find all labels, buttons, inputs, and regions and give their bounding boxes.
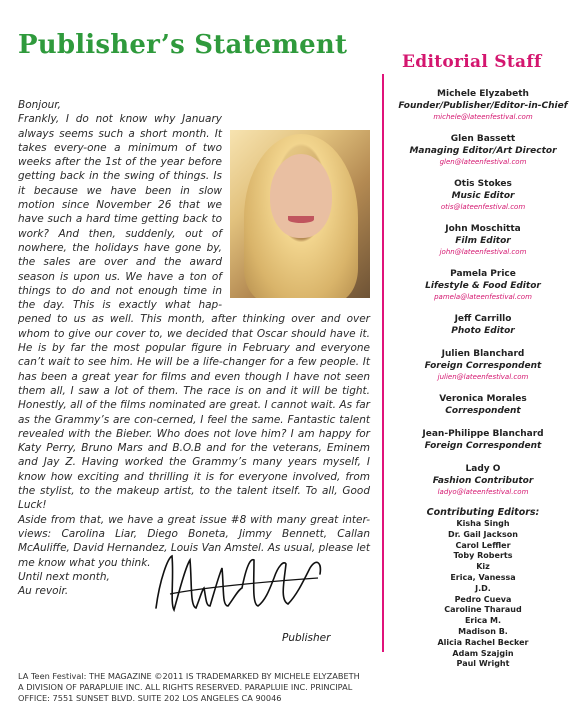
staff-name: Glen Bassett xyxy=(450,134,516,144)
contributor-name: Alicia Rachel Becker xyxy=(437,637,529,647)
staff-role: Managing Editor/Art Director xyxy=(409,146,557,156)
staff-role: Film Editor xyxy=(455,236,511,246)
page-title: Publisher’s Statement xyxy=(18,30,348,60)
staff-name: Pamela Price xyxy=(450,269,516,279)
letter-closing: Until next month, xyxy=(18,570,110,583)
staff-name: Veronica Morales xyxy=(439,394,527,404)
staff-role: Foreign Correspondent xyxy=(424,361,542,371)
staff-member xyxy=(392,88,574,122)
contributor-name: Erica, Vanessa xyxy=(450,572,516,582)
contributor-name: Toby Roberts xyxy=(453,551,513,561)
letter-body-2: Aside from that, we have a great issue #8 with many great inter-views: Carolina Liar, Diego Boneta, Jimmy Bennett, Callan McAuliffe, David Hernandez, Louis Van Amstel. As usual, please let me know what you think. xyxy=(18,513,370,569)
staff-name: Michele Elyzabeth xyxy=(437,89,529,99)
staff-email[interactable]: pamela@lateenfestival.com xyxy=(434,293,532,301)
staff-name: Jeff Carrillo xyxy=(454,314,512,324)
contributor-name: Adam Szajgin xyxy=(452,648,514,658)
staff-member xyxy=(392,428,574,452)
staff-member xyxy=(392,133,574,167)
contributor-name: Erica M. xyxy=(464,616,502,626)
staff-role: Photo Editor xyxy=(451,326,515,336)
staff-member xyxy=(392,348,574,382)
letter-greeting: Bonjour, xyxy=(18,99,61,111)
staff-member xyxy=(392,268,574,302)
contributor-name: J.D. xyxy=(475,583,491,593)
staff-role: Lifestyle & Food Editor xyxy=(425,281,541,291)
staff-member xyxy=(392,393,574,417)
staff-name: Lady O xyxy=(465,464,501,474)
contributor-name: Pedro Cueva xyxy=(454,594,512,604)
signature-label: Publisher xyxy=(282,632,331,644)
letter-signoff: Au revoir. xyxy=(18,585,69,598)
contributor-name: Madison B. xyxy=(458,626,508,636)
publisher-signature xyxy=(150,548,330,628)
footer-line: A DIVISION OF PARAPLUIE INC. ALL RIGHTS RESERVED. PARAPLUIE INC. PRINCIPAL xyxy=(18,682,353,692)
contributor-name: Paul Wright xyxy=(456,659,510,669)
staff-name: Jean-Philippe Blanchard xyxy=(422,429,544,439)
staff-email[interactable]: john@lateenfestival.com xyxy=(439,248,527,256)
staff-name: Otis Stokes xyxy=(454,179,512,189)
staff-member xyxy=(392,178,574,212)
staff-role: Fashion Contributor xyxy=(432,476,534,486)
staff-email[interactable]: ladyo@lateenfestival.com xyxy=(437,488,529,496)
staff-email[interactable]: michele@lateenfestival.com xyxy=(433,113,533,121)
contributor-name: Kiz xyxy=(476,562,490,572)
staff-role: Music Editor xyxy=(451,191,515,201)
staff-name: Julien Blanchard xyxy=(441,349,525,359)
editorial-staff-list xyxy=(392,88,574,670)
footer-line: OFFICE: 7551 SUNSET BLVD. SUITE 202 LOS ANGELES CA 90046 xyxy=(18,693,282,703)
publisher-photo xyxy=(230,130,370,298)
letter-body: Frankly, I do not know why January always seems such a short month. It takes every-one a minimum of two weeks after the 1st of the year before getting back in the swing of things. Is it because we have been in slow motion since November 26 that we have such a hard time getting back to work? And then, suddenly, out of nowhere, the holidays have gone by, the sales are over and the award season is upon us. We have a ton of things to do and not enough time in the day. This is exactly what hap-pened to us as well. This month, after thinking over and over whom to give our cover to, we decided that Oscar should have it. He is by far the most popular figure in February and everyone can’t wait to see him. He will be a life-changer for a few people. It has been a great year for films and even though I have not seen them all, I saw a lot of them. The race is on and it will be tight. Honestly, all of the films nominated are great. I cannot wait. As far as the Grammy’s are con-cerned, I feel the same. Fantastic talent revealed with the Bieber. Who does not love him? I am happy for Katy Perry, Bruno Mars and B.O.B and for the veterans, Eminem and Jay Z. Having worked the Grammy’s many years myself, I know how exciting and thrilling it is for everyone involved, from the stylist, to the makeup artist, to the talent itself. To all, Good Luck! xyxy=(18,113,370,512)
staff-member xyxy=(392,223,574,257)
contributor-name: Caroline Tharaud xyxy=(444,605,522,615)
staff-email[interactable]: glen@lateenfestival.com xyxy=(439,158,527,166)
staff-email[interactable]: julien@lateenfestival.com xyxy=(437,373,529,381)
staff-member xyxy=(392,313,574,337)
contributor-name: Dr. Gail Jackson xyxy=(448,529,518,539)
editorial-staff-heading: Editorial Staff xyxy=(402,52,542,72)
staff-role: Correspondent xyxy=(445,406,521,416)
copyright-footer xyxy=(18,671,388,704)
footer-line: LA Teen Festival: THE MAGAZINE ©2011 IS TRADEMARKED BY MICHELE ELYZABETH xyxy=(18,671,360,681)
staff-role: Foreign Correspondent xyxy=(424,441,542,451)
contributor-name: Carol Leffler xyxy=(455,540,511,550)
staff-role: Founder/Publisher/Editor-in-Chief xyxy=(398,101,568,111)
contributors-heading: Contributing Editors: xyxy=(426,507,540,518)
publisher-letter xyxy=(18,98,370,598)
contributor-name: Kisha Singh xyxy=(456,519,510,528)
staff-name: John Moschitta xyxy=(445,224,521,234)
staff-member xyxy=(392,463,574,497)
staff-email[interactable]: otis@lateenfestival.com xyxy=(440,203,526,211)
contributors-list xyxy=(392,519,574,670)
column-divider xyxy=(382,74,384,652)
